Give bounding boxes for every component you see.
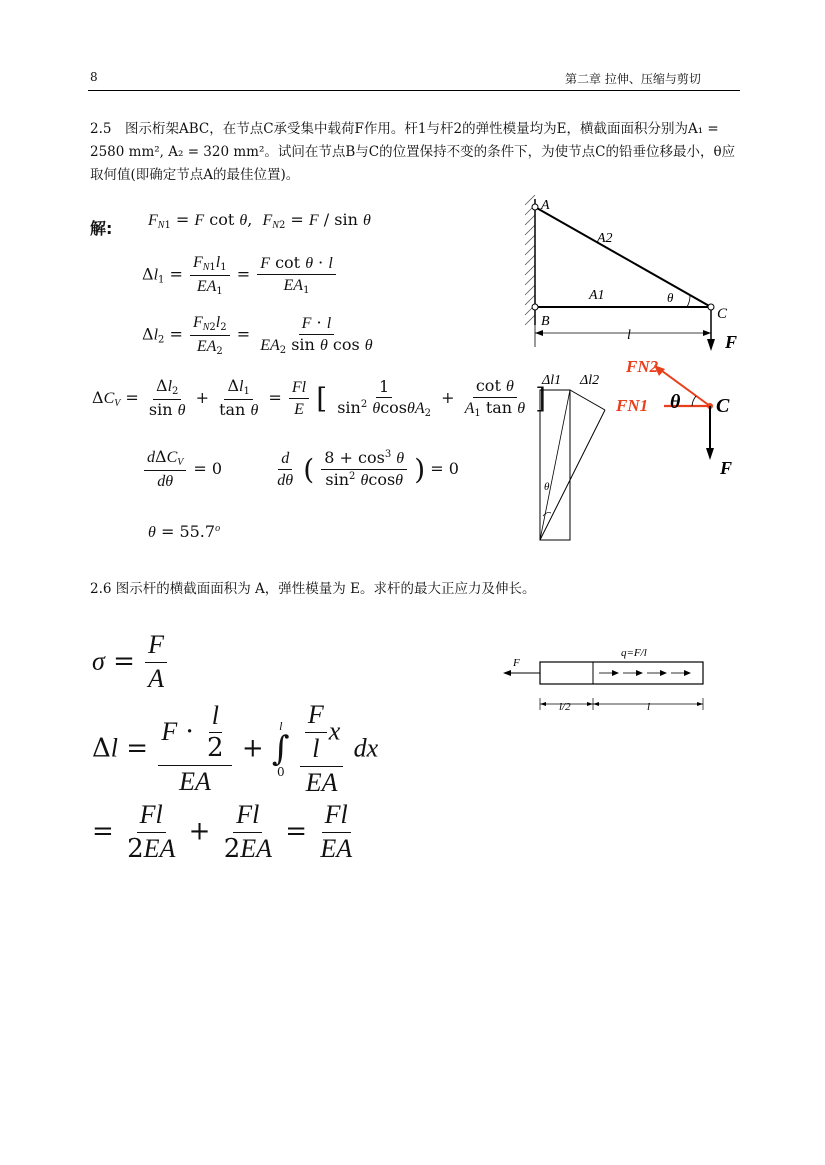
label-F: F (725, 332, 738, 352)
label-disp-theta: θ (544, 481, 550, 493)
label-theta: θ (667, 290, 674, 305)
label-B: B (541, 314, 550, 329)
eq-elongation: Δl = F · $\frac{l}{2}$ EA + l ∫ 0 $\frac{F}{l}$ x EA dx (92, 700, 379, 797)
label-force-C: C (716, 395, 730, 417)
label-l: l (627, 328, 631, 343)
eq-delta-l2: $\Delta l_2$ = $\frac{F_{N2}l_2}{EA_2}$ = $\frac{F \cdot l}{EA_2 \sin \theta \cos \theta}$ (142, 312, 373, 357)
problem-2-5-text (90, 118, 740, 187)
label-bar-F: F (513, 657, 520, 669)
eq-derivative: $\frac{d\Delta C_V}{d\theta}$ = 0 $\frac{d}{d\theta}$ ( $\frac{8 + \cos^3 \theta}{\sin^2 \theta\cos\theta}$ ) = 0 (142, 448, 459, 491)
label-bar-q: q=F/l (621, 647, 647, 659)
label-force-F: F (720, 458, 733, 478)
label-A: A (541, 198, 550, 213)
label-force-theta: θ (670, 391, 681, 413)
label-dl1: Δl1 (542, 373, 562, 388)
label-bar-half: l/2 (559, 701, 571, 713)
eq-axial-forces: $F_{N1} = F$ cot θ, $F_{N2} = F / \sin \theta$ (148, 210, 371, 231)
eq-delta-cv: $\Delta C_V$ = $\frac{\Delta l_2}{\text{sin θ}}$ + $\frac{\Delta l_1}{\text{tan θ}}$ = $\frac{Fl}{E}$ [ $\frac{1}{\sin^2 \theta\cos\theta A_2}$ + $\frac{\text{cot θ}}{A_1 \tan \theta}$ ] (92, 376, 547, 420)
label-bar-l: l (647, 701, 651, 713)
truss-diagram (505, 195, 750, 355)
label-A1: A1 (589, 288, 605, 303)
problem-2-6-statement: 2.6 图示杆的横截面面积为 A，弹性模量为 E。求杆的最大正应力及伸长。 (90, 581, 536, 597)
chapter-title: 第二章 拉伸、压缩与剪切 (565, 72, 701, 86)
eq-result: $\theta = 55.7^o$ (148, 522, 221, 541)
problem-2-5-statement: 2.5 图示桁架ABC，在节点C承受集中载荷F作用。杆1与杆2的弹性模量均为E，横截面面积分别为A₁ = 2580 mm², A₂ = 320 mm²。试问在节点B与C的位置保持不变的条件下，为使节点C的铅垂位移最小，θ应取何值(即确定节点A的最佳位置)。 (90, 121, 736, 183)
eq-delta-l1: $\Delta l_1$ = $\frac{F_{N1}l_1}{EA_1}$ = $\frac{\text{F cot θ · l}}{EA_1}$ (142, 253, 338, 297)
solution-label: 解: (90, 219, 113, 238)
header-rule (88, 90, 740, 91)
page-number: 8 (90, 70, 98, 84)
displacement-diagram (520, 368, 620, 543)
eq-sigma: σ = $\frac{F}{A}$ (92, 630, 169, 695)
eq-final: = $\frac{Fl}{2EA}$ + $\frac{Fl}{2EA}$ = $\frac{Fl}{EA}$ (92, 800, 353, 864)
label-dl2: Δl2 (580, 373, 600, 388)
label-A2: A2 (597, 231, 613, 246)
label-FN2: FN2 (626, 357, 659, 376)
label-FN1: FN1 (616, 396, 649, 415)
problem-2-6-text (90, 578, 740, 601)
force-diagram (612, 350, 752, 480)
label-C: C (717, 306, 728, 322)
bar-diagram (495, 640, 715, 730)
